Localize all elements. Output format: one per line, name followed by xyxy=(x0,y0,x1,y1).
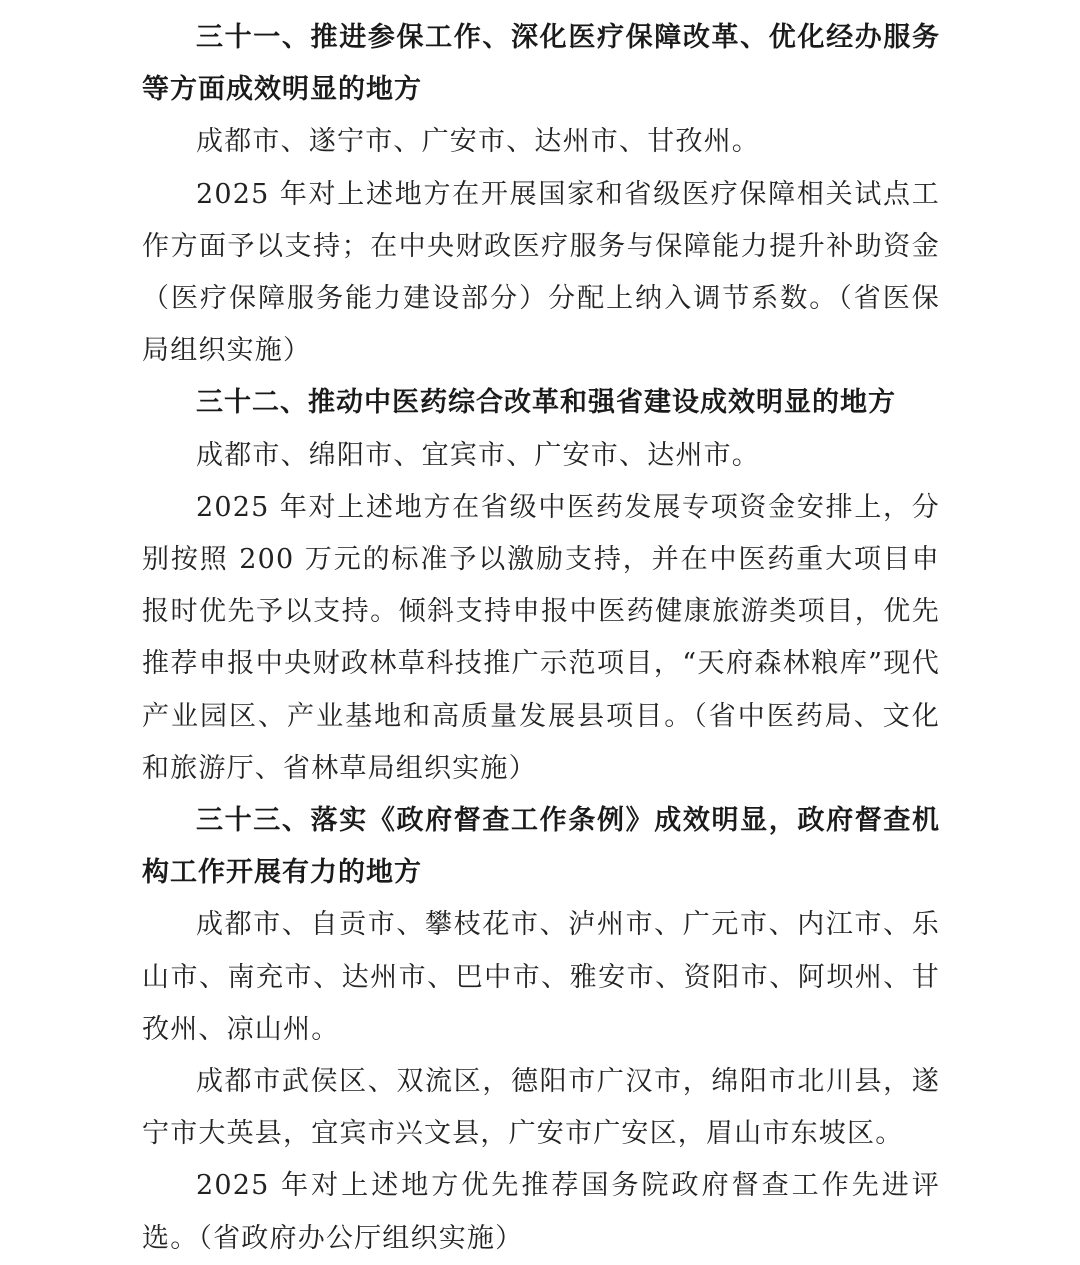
section-33-cities: 成都市、自贡市、攀枝花市、泸州市、广元市、内江市、乐山市、南充市、达州市、巴中市、雅安市、资阳市、阿坝州、甘孜州、凉山州。 xyxy=(142,909,940,1045)
document-page xyxy=(142,12,940,1265)
section-31-policy: 2025 年对上述地方在开展国家和省级医疗保障相关试点工作方面予以支持；在中央财政医疗服务与保障能力提升补助资金（医疗保障服务能力建设部分）分配上纳入调节系数。（省医保局组织实施） xyxy=(142,178,940,367)
section-33-policy: 2025 年对上述地方优先推荐国务院政府督查工作先进评选。（省政府办公厅组织实施） xyxy=(142,1170,940,1254)
section-33-counties: 成都市武侯区、双流区，德阳市广汉市，绵阳市北川县，遂宁市大英县，宜宾市兴文县，广安市广安区，眉山市东坡区。 xyxy=(142,1066,940,1150)
section-heading-32: 三十二、推动中医药综合改革和强省建设成效明显的地方 xyxy=(196,387,896,419)
section-32-policy: 2025 年对上述地方在省级中医药发展专项资金安排上，分别按照 200 万元的标准予以激励支持，并在中医药重大项目申报时优先予以支持。倾斜支持申报中医药健康旅游类项目，优先推荐申报中央财政林草科技推广示范项目，“天府森林粮库”现代产业园区、产业基地和高质量发展县项目。（省中医药局、文化和旅游厅、省林草局组织实施） xyxy=(142,491,940,784)
section-32-regions: 成都市、绵阳市、宜宾市、广安市、达州市。 xyxy=(196,439,760,471)
section-31-regions: 成都市、遂宁市、广安市、达州市、甘孜州。 xyxy=(196,126,760,158)
section-heading-31: 三十一、推进参保工作、深化医疗保障改革、优化经办服务等方面成效明显的地方 xyxy=(142,22,940,106)
section-heading-33: 三十三、落实《政府督查工作条例》成效明显，政府督查机构工作开展有力的地方 xyxy=(142,805,940,889)
